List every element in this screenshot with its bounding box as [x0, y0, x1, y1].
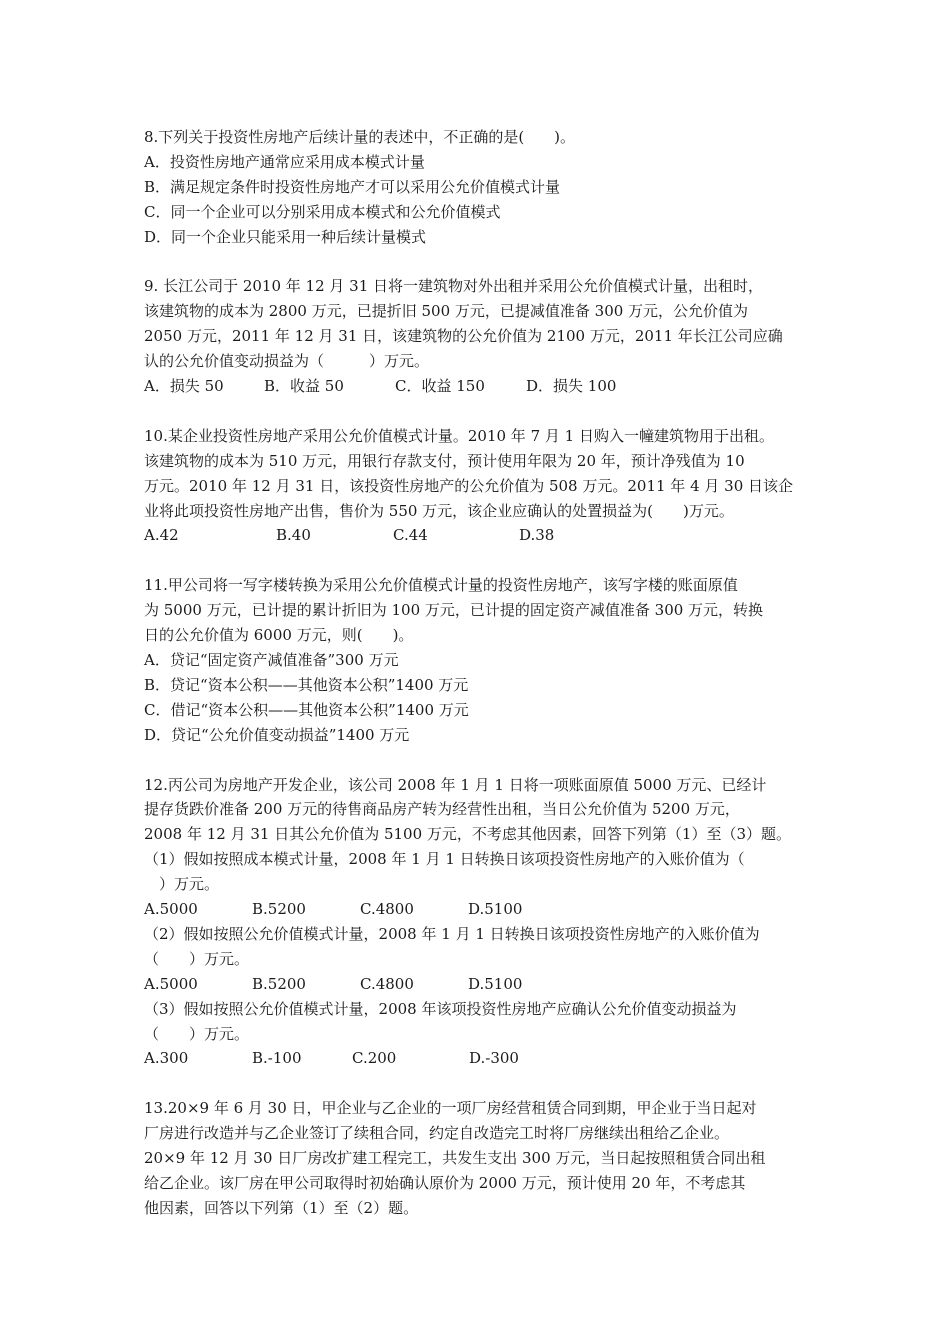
question-9-options: [144, 374, 824, 399]
question-9-stem-line: 该建筑物的成本为 2800 万元，已提折旧 500 万元，已提减值准备 300 万元，公允价值为: [144, 302, 749, 321]
question-10-option-c: C.44: [393, 526, 428, 545]
question-12-sub-2-option-a: A.5000: [144, 974, 198, 993]
question-list: [144, 125, 824, 1221]
question-10-option-b: B.40: [276, 526, 311, 545]
question-9-stem-line: 认的公允价值变动损益为（ ）万元。: [144, 352, 430, 371]
question-13-stem-line: 他因素，回答以下列第（1）至（2）题。: [144, 1198, 419, 1217]
question-12-sub-1-option-b: B.5200: [252, 900, 306, 919]
question-11-option-c: C．借记“资本公积——其他资本公积”1400 万元: [144, 700, 469, 719]
question-13-stem-line: 给乙企业。该厂房在甲公司取得时初始确认原价为 2000 万元，预计使用 20 年，不考虑其: [144, 1173, 746, 1192]
question-10-stem-line: 万元。2010 年 12 月 31 日，该投资性房地产的公允价值为 508 万元。2011 年 4 月 30 日该企: [144, 476, 794, 495]
question-8-option-a: A．投资性房地产通常应采用成本模式计量: [144, 152, 425, 171]
question-12-sub-1-line: （1）假如按照成本模式计量，2008 年 1 月 1 日转换日该项投资性房地产的入账价值为（: [144, 850, 745, 869]
question-10-stem-line: 该建筑物的成本为 510 万元，用银行存款支付，预计使用年限为 20 年，预计净残值为 10: [144, 451, 745, 470]
question-10-stem-line: 10.某企业投资性房地产采用公允价值模式计量。2010 年 7 月 1 日购入一幢建筑物用于出租。: [144, 426, 774, 445]
question-12-sub-2-option-c: C.4800: [360, 974, 414, 993]
question-10: [144, 424, 824, 548]
question-12-sub-3-line: （ ）万元。: [144, 1024, 250, 1043]
question-10-options: [144, 523, 824, 548]
question-9-stem-line: 2050 万元，2011 年 12 月 31 日，该建筑物的公允价值为 2100 万元，2011 年长江公司应确: [144, 327, 783, 346]
question-12-sub-3-option-c: C.200: [352, 1049, 397, 1068]
question-12-stem-line: 2008 年 12 月 31 日其公允价值为 5100 万元，不考虑其他因素，回答下列第（1）至（3）题。: [144, 825, 791, 844]
question-11: [144, 573, 824, 747]
question-12-sub-3-option-d: D.-300: [469, 1049, 519, 1068]
question-8-option-b: B．满足规定条件时投资性房地产才可以采用公允价值模式计量: [144, 177, 561, 196]
question-11-stem-line: 11.甲公司将一写字楼转换为采用公允价值模式计量的投资性房地产，该写字楼的账面原值: [144, 576, 738, 595]
question-12-sub-3-options: [144, 1046, 824, 1071]
question-12-sub-3-line: （3）假如按照公允价值模式计量，2008 年该项投资性房地产应确认公允价值变动损益为: [144, 999, 737, 1018]
question-12-stem-line: 12.丙公司为房地产开发企业，该公司 2008 年 1 月 1 日将一项账面原值 5000 万元、已经计: [144, 775, 767, 794]
question-9-stem-line: 9. 长江公司于 2010 年 12 月 31 日将一建筑物对外出租并采用公允价值模式计量，出租时，: [144, 277, 764, 296]
question-12-sub-2-line: （ ）万元。: [144, 949, 250, 968]
question-12: [144, 773, 824, 1072]
question-9: [144, 274, 824, 398]
question-8-option-d: D．同一个企业只能采用一种后续计量模式: [144, 227, 427, 246]
question-8-option-c: C．同一个企业可以分别采用成本模式和公允价值模式: [144, 202, 501, 221]
question-8-stem: 8.下列关于投资性房地产后续计量的表述中，不正确的是( )。: [144, 128, 576, 146]
question-9-option-c: C．收益 150: [395, 377, 485, 396]
question-12-sub-1-option-a: A.5000: [144, 900, 198, 919]
question-12-sub-2-line: （2）假如按照公允价值模式计量，2008 年 1 月 1 日转换日该项投资性房地产的入账价值为: [144, 924, 760, 943]
question-12-sub-2-option-b: B.5200: [252, 974, 306, 993]
question-10-option-a: A.42: [144, 526, 179, 545]
question-12-stem-line: 提存货跌价准备 200 万元的待售商品房产转为经营性出租，当日公允价值为 5200 万元，: [144, 800, 740, 819]
question-11-option-d: D．贷记“公允价值变动损益”1400 万元: [144, 725, 410, 744]
question-12-sub-1-options: [144, 897, 824, 922]
question-13-stem-line: 厂房进行改造并与乙企业签订了续租合同，约定自改造完工时将厂房继续出租给乙企业。: [144, 1124, 730, 1143]
question-10-stem-line: 业将此项投资性房地产出售，售价为 550 万元，该企业应确认的处置损益为( )万元。: [144, 501, 734, 520]
question-12-sub-2-option-d: D.5100: [468, 974, 523, 993]
question-12-sub-1-line: ）万元。: [144, 875, 220, 894]
question-11-option-a: A．贷记“固定资产减值准备”300 万元: [144, 651, 399, 670]
question-13-stem-line: 13.20×9 年 6 月 30 日，甲企业与乙企业的一项厂房经营租赁合同到期，甲企业于当日起对: [144, 1099, 757, 1118]
question-8: [144, 125, 824, 249]
question-11-stem-line: 日的公允价值为 6000 万元，则( )。: [144, 626, 414, 645]
question-11-stem-line: 为 5000 万元，已计提的累计折旧为 100 万元，已计提的固定资产减值准备 300 万元，转换: [144, 601, 764, 620]
question-12-sub-3-option-b: B.-100: [252, 1049, 302, 1068]
question-11-option-b: B．贷记“资本公积——其他资本公积”1400 万元: [144, 675, 469, 694]
question-10-option-d: D.38: [519, 526, 555, 545]
question-13: [144, 1096, 824, 1220]
question-12-sub-2-options: [144, 972, 824, 997]
question-13-stem-line: 20×9 年 12 月 30 日厂房改扩建工程完工，共发生支出 300 万元，当日起按照租赁合同出租: [144, 1149, 766, 1168]
question-9-option-a: A．损失 50: [144, 377, 224, 396]
question-12-sub-3-option-a: A.300: [144, 1049, 189, 1068]
question-12-sub-1-option-d: D.5100: [468, 900, 523, 919]
question-9-option-b: B．收益 50: [264, 377, 344, 396]
question-12-sub-1-option-c: C.4800: [360, 900, 414, 919]
question-9-option-d: D．损失 100: [526, 377, 617, 396]
